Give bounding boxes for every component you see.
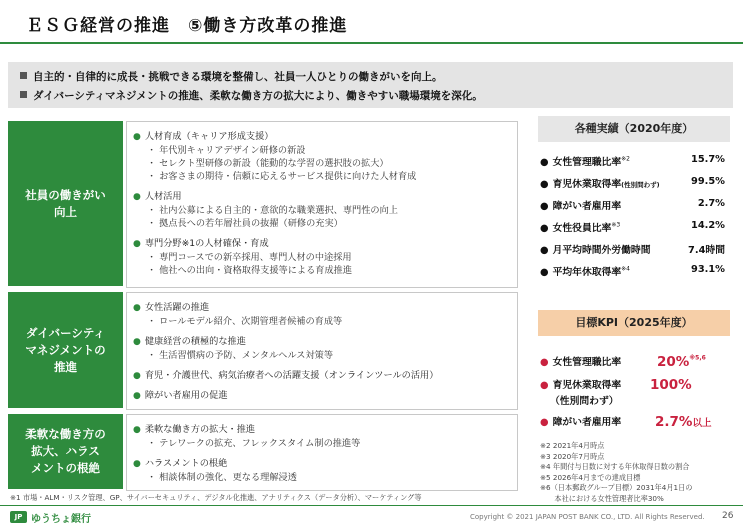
bullet-icon: ● xyxy=(133,303,141,313)
square-bullet-icon xyxy=(20,72,27,79)
sub-item: ・ 生活習慣病の予防、メンタルヘルス対策等 xyxy=(147,350,334,361)
kpi-row: ● 女性管理職比率 xyxy=(540,357,622,368)
sub-item: ・ セレクト型研修の新設（能動的な学習の選択肢の拡大） xyxy=(147,158,389,169)
category-engagement: 社員の働きがい 向上 xyxy=(8,121,123,286)
list-item: ● ハラスメントの根絶 xyxy=(133,458,228,469)
kpi-heading: 目標KPI（2025年度） xyxy=(538,310,730,336)
bullet-icon: ● xyxy=(133,192,141,202)
bullet-icon: ● xyxy=(133,239,141,249)
logo xyxy=(10,510,91,524)
bullet-icon: ● xyxy=(133,391,141,401)
bullet-icon: ● xyxy=(133,132,141,142)
note-line: ※6（日本郵政グループ目標）2031年4月1日の xyxy=(540,483,693,492)
title-divider xyxy=(0,42,743,44)
bullet-icon: ● xyxy=(133,337,141,347)
section-engagement-box xyxy=(126,121,518,288)
sub-item: ・ 相談体制の強化、更なる理解浸透 xyxy=(147,472,297,483)
list-item: ● 障がい者雇用の促進 xyxy=(133,390,228,401)
note-line: ※4 年間付与日数に対する年休取得日数の割合 xyxy=(540,462,690,471)
list-item: ● 女性活躍の推進 xyxy=(133,302,210,313)
bullet-icon: ● xyxy=(133,425,141,435)
square-bullet-icon xyxy=(20,91,27,98)
list-item: ● 育児・介護世代、病気治療者への活躍支援（オンラインツールの活用） xyxy=(133,370,439,381)
copyright: Copyright © 2021 JAPAN POST BANK CO., LTD. All Rights Reserved. xyxy=(470,513,705,521)
jp-logo-icon: JP xyxy=(10,511,27,523)
category-flexible-work: 柔軟な働き方の 拡大、ハラス メントの根絶 xyxy=(8,414,123,489)
logo-text: ゆうちょ銀行 xyxy=(31,513,91,525)
section-flexible-work-box xyxy=(126,414,518,491)
kpi-value: 20%$^{※5,6}$ xyxy=(657,354,706,370)
sub-item: ・ 専門コースでの新卒採用、専門人材の中途採用 xyxy=(147,252,352,263)
footnote: ※1 市場・ALM・リスク管理、GP、サイバーセキュリティ、デジタル化推進、アナリティクス（データ分析）、マーケティング等 xyxy=(10,493,422,502)
bullet-icon: ● xyxy=(133,371,141,381)
result-row: ● 女性役員比率$^{※3}$ 14.2% xyxy=(540,220,725,234)
note-line: ※3 2020年7月時点 xyxy=(540,451,605,461)
note-line: ※5 2026年4月までの達成目標 xyxy=(540,472,641,482)
section-diversity-box xyxy=(126,292,518,410)
intro-line-2: ダイバーシティマネジメントの推進、柔軟な働き方の拡大により、働きやすい職場環境を深化。 xyxy=(20,88,483,103)
category-diversity: ダイバーシティ マネジメントの 推進 xyxy=(8,292,123,408)
page-number: 26 xyxy=(722,511,734,521)
kpi-value: 2.7%以上 xyxy=(655,414,712,430)
list-item: ● 人材活用 xyxy=(133,191,182,202)
sub-item: ・ 拠点長への若年層社員の抜擢（研修の充実） xyxy=(147,218,343,229)
list-item: ● 専門分野※1の人材確保・育成 xyxy=(133,238,269,249)
intro-panel xyxy=(8,62,733,108)
result-row: ● 月平均時間外労働時間 7.4時間 xyxy=(540,245,725,256)
list-item: ● 柔軟な働き方の拡大・推進 xyxy=(133,424,256,435)
bullet-icon: ● xyxy=(133,459,141,469)
sub-item: ・ テレワークの拡充、フレックスタイム制の推進等 xyxy=(147,438,361,449)
sub-item: ・ 社内公募による自主的・意欲的な職業選択、専門性の向上 xyxy=(147,205,398,216)
sub-item: ・ ロールモデル紹介、次期管理者候補の育成等 xyxy=(147,316,343,327)
intro-line-1: 自主的・自律的に成長・挑戦できる環境を整備し、社員一人ひとりの働きがいを向上。 xyxy=(20,69,443,84)
sub-item: ・ 年代別キャリアデザイン研修の新設 xyxy=(147,145,306,156)
result-row: ● 女性管理職比率$^{※2}$ 15.7% xyxy=(540,154,725,168)
results-heading: 各種実績（2020年度） xyxy=(538,116,730,142)
note-line: ※2 2021年4月時点 xyxy=(540,441,605,450)
result-row: ● 障がい者雇用率 2.7% xyxy=(540,198,725,212)
kpi-row: ● 障がい者雇用率 xyxy=(540,417,622,428)
sub-item: ・ お客さまの期待・信頼に応えるサービス提供に向けた人材育成 xyxy=(147,171,417,182)
result-row: ● 育児休業取得率(性別問わず) 99.5% xyxy=(540,176,725,190)
list-item: ● 健康経営の積極的な推進 xyxy=(133,336,246,347)
sub-item: ・ 他社への出向・資格取得支援等による育成推進 xyxy=(147,265,353,276)
list-item: ● 人材育成（キャリア形成支援） xyxy=(133,131,274,142)
result-row: ● 平均年休取得率$^{※4}$ 93.1% xyxy=(540,264,725,278)
title-bar xyxy=(0,0,743,42)
kpi-sublabel: （性別問わず） xyxy=(550,396,619,407)
kpi-value: 100% xyxy=(650,377,692,393)
page-title: ＥＳＧ経営の推進 ⑤働き方改革の推進 xyxy=(26,16,348,36)
note-line: 本社における女性管理者比率30% xyxy=(540,493,664,503)
footer-divider xyxy=(0,505,743,506)
kpi-row: ● 育児休業取得率 xyxy=(540,380,622,391)
notes xyxy=(540,441,692,504)
